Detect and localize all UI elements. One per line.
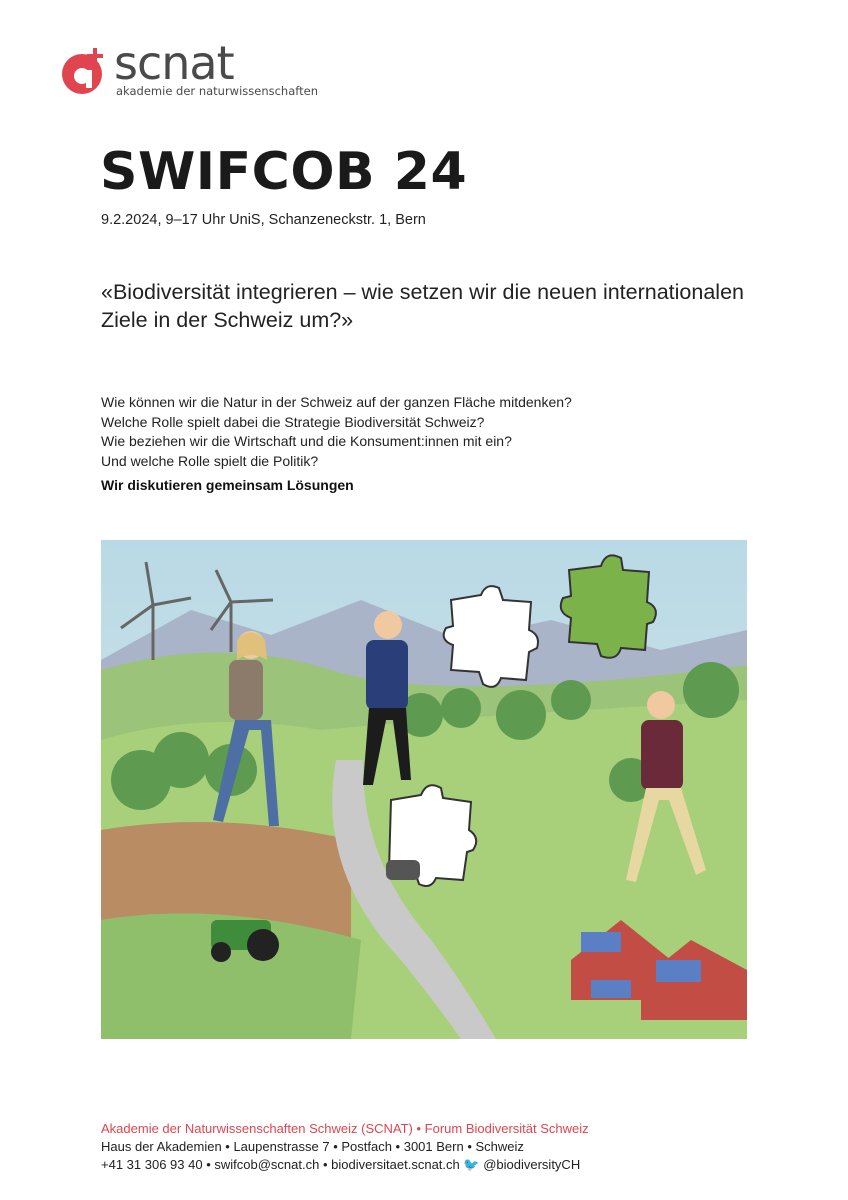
footer-web[interactable]: biodiversitaet.scnat.ch [331, 1157, 460, 1172]
event-title: SWIFCOB 24 [100, 142, 468, 202]
footer-twitter[interactable]: @biodiversityCH [483, 1157, 581, 1172]
event-theme: «Biodiversität integrieren – wie setzen wir die neuen internationalen Ziele in der Schweiz um?» [101, 280, 744, 332]
twitter-bird-icon: 🐦 [463, 1157, 480, 1172]
question-item: Und welche Rolle spielt die Politik? [101, 452, 319, 469]
logo-subtitle: akademie der naturwissenschaften [116, 84, 318, 98]
question-item: Wie können wir die Natur in der Schweiz auf der ganzen Fläche mitdenken? [101, 394, 572, 410]
separator: • [322, 1157, 332, 1172]
question-item: Wie beziehen wir die Wirtschaft und die Konsument:innen mit ein? [101, 433, 512, 449]
call-to-action: Wir diskutieren gemeinsam Lösungen [101, 477, 354, 493]
biodiversity-illustration [101, 540, 747, 1039]
footer-address: Haus der Akademien • Laupenstrasse 7 • Postfach • 3001 Bern • Schweiz [101, 1139, 524, 1154]
footer-email[interactable]: swifcob@scnat.ch [214, 1157, 320, 1172]
event-date-location: 9.2.2024, 9–17 Uhr UniS, Schanzeneckstr. 1, Bern [101, 212, 426, 228]
question-item: Welche Rolle spielt dabei die Strategie Biodiversität Schweiz? [101, 413, 485, 430]
separator: • [206, 1157, 215, 1172]
footer-contact [101, 1156, 589, 1174]
logo-wordmark: scnat [114, 36, 234, 90]
footer-phone: +41 31 306 93 40 [101, 1157, 203, 1172]
footer [101, 1120, 589, 1174]
scnat-logo[interactable] [60, 36, 320, 102]
question-list [101, 393, 741, 471]
footer-org: Akademie der Naturwissenschaften Schweiz (SCNAT) • Forum Biodiversität Schweiz [101, 1121, 589, 1136]
scnat-plus-icon [60, 46, 110, 96]
